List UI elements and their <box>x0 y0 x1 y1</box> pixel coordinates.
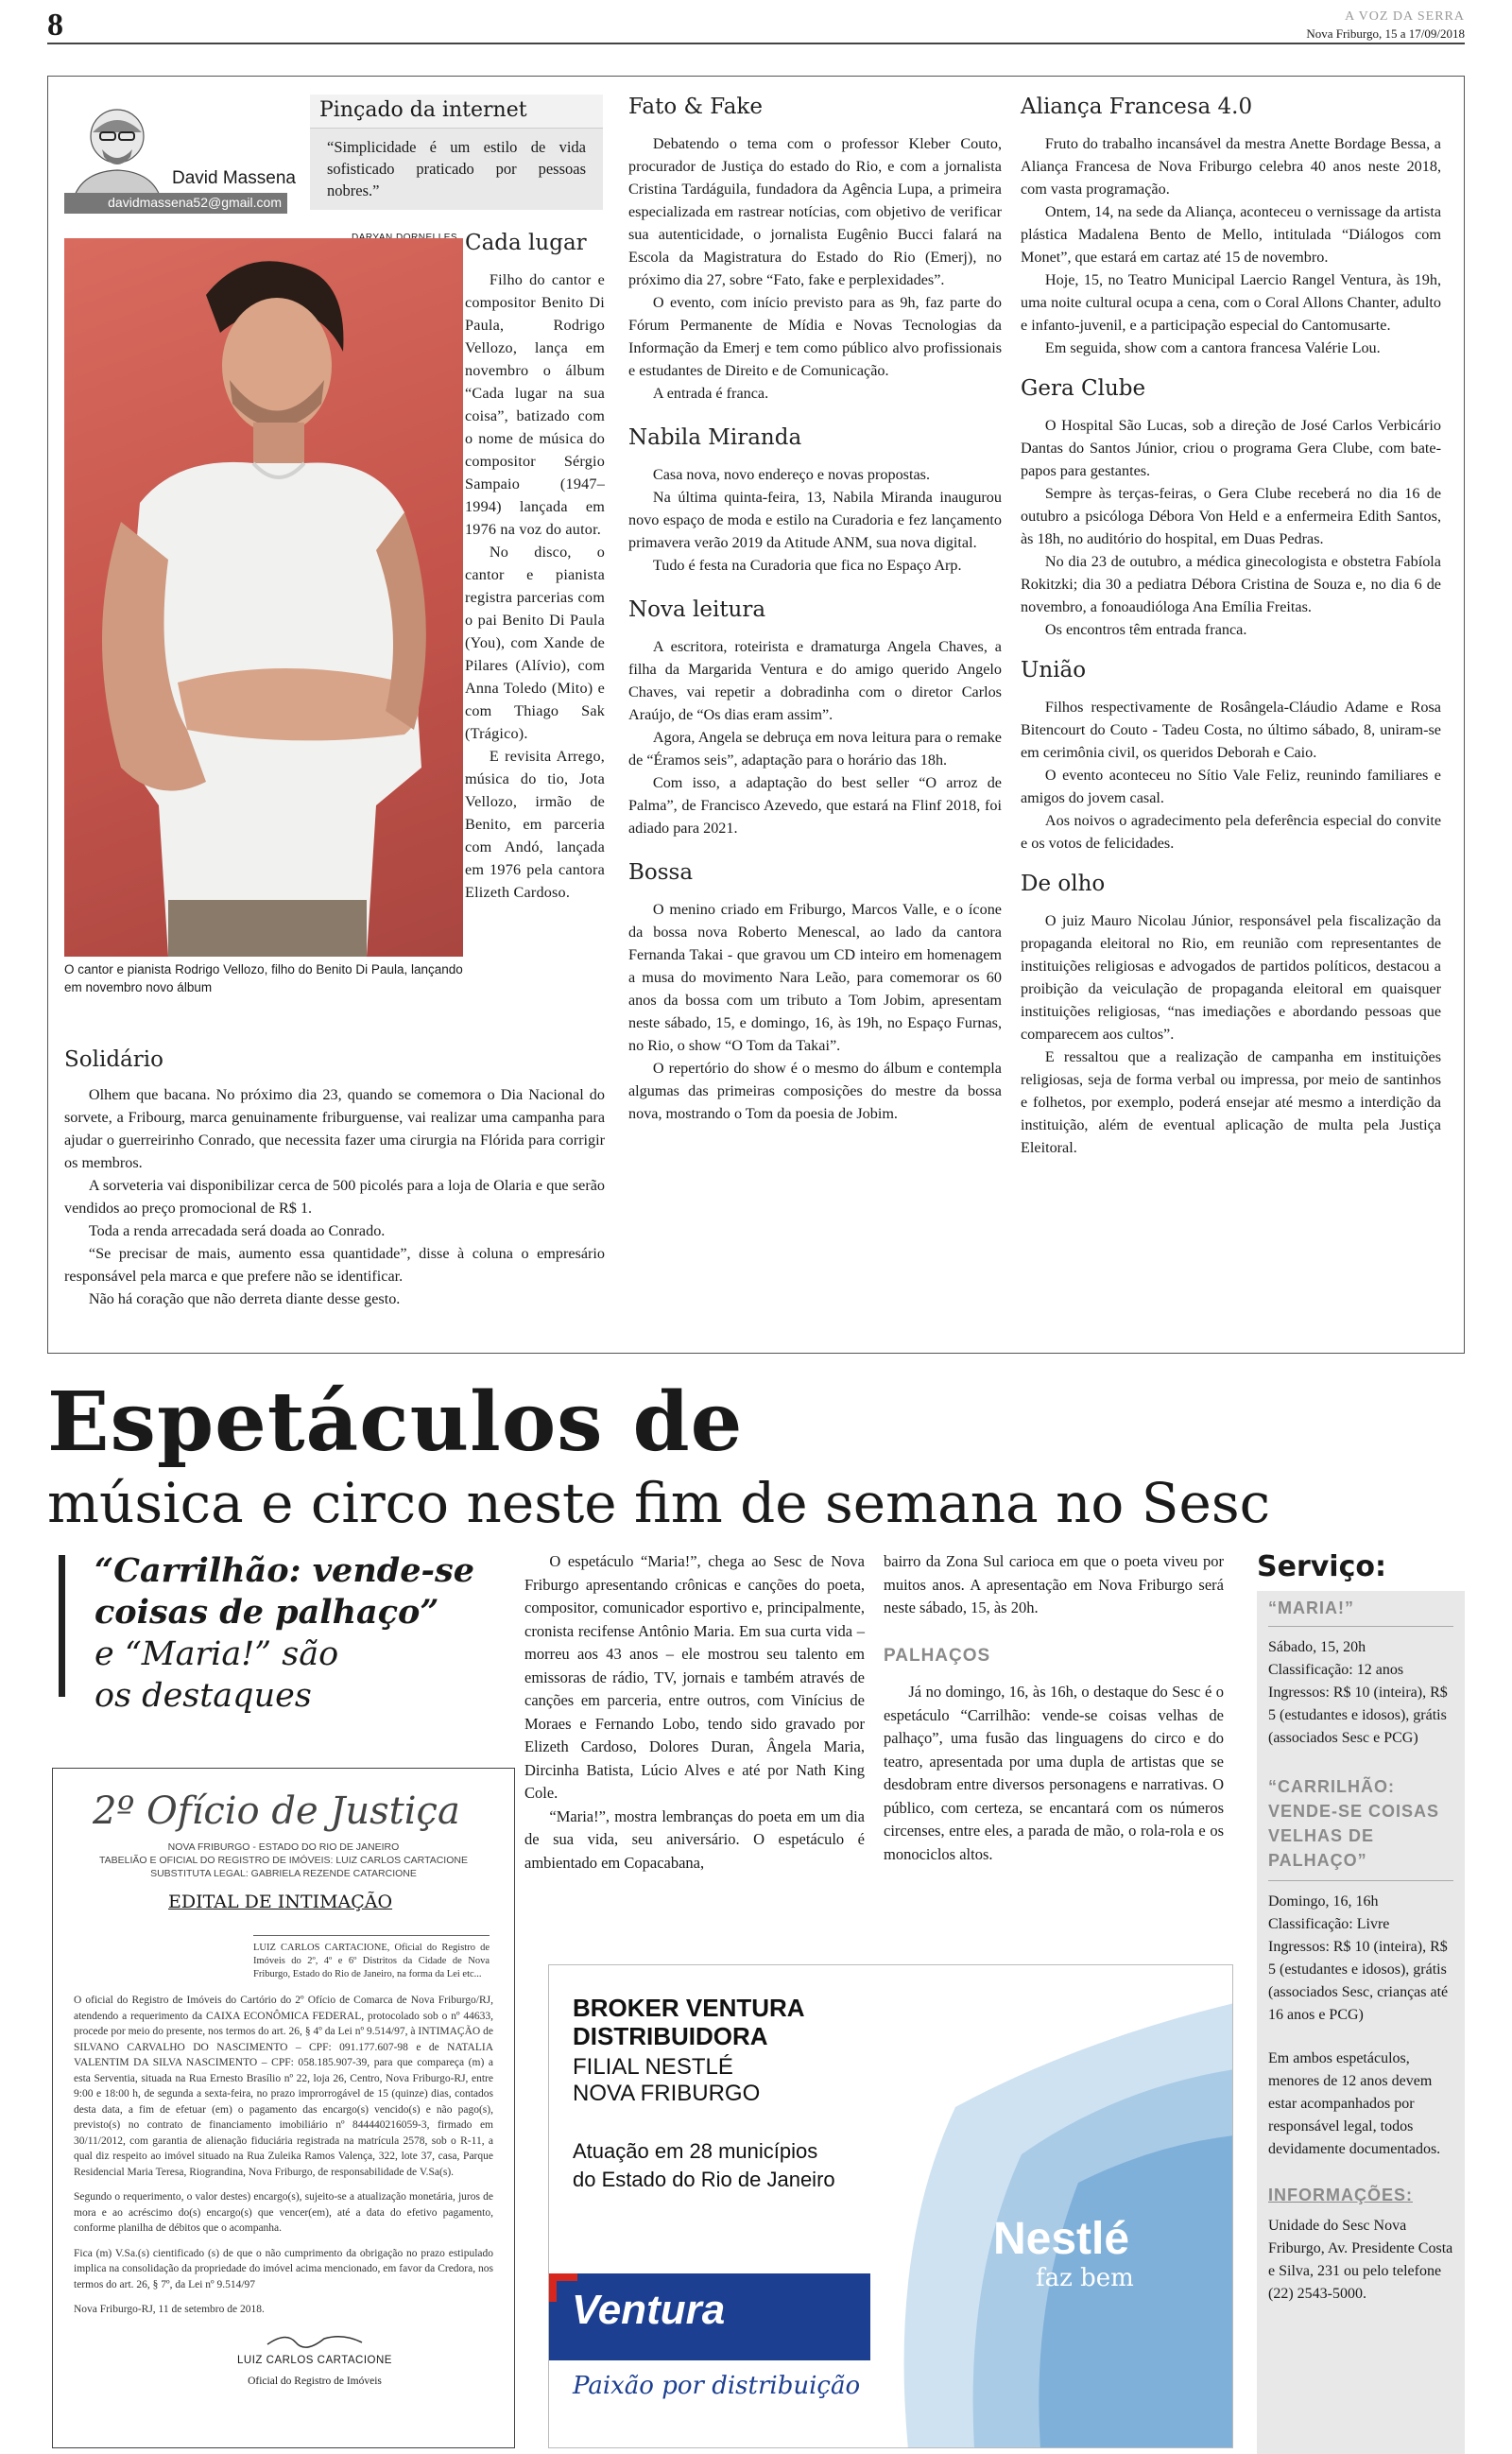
headline-line-2: música e circo neste fim de semana no Sesc <box>47 1471 1271 1535</box>
legal-notice <box>52 1768 515 2448</box>
section-paragraph: Casa nova, novo endereço e novas propostas. <box>652 466 930 483</box>
pullquote-line: “Carrilhão: vende-se <box>94 1551 475 1590</box>
section-paragraph: Sempre às terças-feiras, o Gera Clube receberá no dia 16 de outubro a psicóloga Débora Von Held e a enfermeira Edith Santos, às 18h, no auditório do hospital, em Duas Pedras. <box>1021 485 1441 547</box>
signature-role: Oficial do Registro de Imóveis <box>248 2375 382 2387</box>
oficio-date: Nova Friburgo-RJ, 11 de setembro de 2018. <box>74 2304 265 2315</box>
info-text: Unidade do Sesc Nova Friburgo, Av. Presidente Costa e Silva, 231 ou pelo telefone (22) 2543-5000. <box>1268 2218 1453 2302</box>
signature-name: LUIZ CARLOS CARTACIONE <box>237 2354 392 2366</box>
pincado-quote: “Simplicidade é um estilo de vida sofisticado praticado por pessoas nobres.” <box>327 138 586 199</box>
oficio-subheader <box>74 1840 493 1880</box>
spectacles-col1 <box>524 1550 865 1875</box>
solidario-paragraph: Olhem que bacana. No próximo dia 23, quando se comemora o Dia Nacional do sorvete, a Fribourg, marca genuinamente friburguense, vai realizar uma campanha para ajudar o guerreirinho Conrado, que necessita fazer uma cirurgia na Flórida para corrigir os membros. <box>64 1086 605 1171</box>
section-title: Nabila Miranda <box>628 425 802 450</box>
section-paragraph: O Hospital São Lucas, sob a direção de José Carlos Verbicário Dantas do Santos Júnior, criou o programa Gera Clube, com bate-papos para gestantes. <box>1021 417 1441 479</box>
section-paragraph: Na última quinta-feira, 13, Nabila Miranda inaugurou novo espaço de moda e estilo na Curadoria e fez lançamento primavera verão 2019 da Atitude ANM, sua nova digital. <box>628 489 1002 551</box>
article-paragraph: bairro da Zona Sul carioca em que o poeta viveu por muitos anos. A apresentação em Nova Friburgo será neste sábado, 15, às 20h. <box>884 1552 1224 1616</box>
cada-lugar-title: Cada lugar <box>465 231 587 255</box>
nestle-tagline: faz bem <box>1036 2264 1134 2292</box>
servico-box <box>1257 1550 1465 2454</box>
cada-lugar-paragraph: No disco, o cantor e pianista registra parcerias com o pai Benito Di Paula (You), com Xande de Pilares (Alívio), com Anna Toledo (Mito) e com Thiago Sak (Trágico). <box>465 544 605 742</box>
section-paragraph: Os encontros têm entrada franca. <box>1044 621 1247 638</box>
section-paragraph: A escritora, roteirista e dramaturga Angela Chaves, a filha da Margarida Ventura e do amigo querido Angelo Chaves, vai repetir a dobradinha com o diretor Carlos Araújo, de “Os dias eram assim”. <box>628 638 1002 723</box>
ad-line: do Estado do Rio de Janeiro <box>573 2168 835 2191</box>
page-number: 8 <box>47 8 63 43</box>
right-column <box>1021 91 1441 1159</box>
oficio-sub: TABELIÃO E OFICIAL DO REGISTRO DE IMÓVEIS: LUIZ CARLOS CARTACIONE <box>99 1855 468 1866</box>
middle-column <box>628 91 1002 1125</box>
pullquote-line: os destaques <box>94 1677 312 1715</box>
solidario-paragraph: Não há coração que não derreta diante desse gesto. <box>88 1290 401 1307</box>
section-paragraph: E ressaltou que a realização de campanha em instituições religiosas, seja de forma verbal ou impressa, por meio de santinhos e folhetos, por exemplo, poderá ensejar até mesmo a interdição da instituição, além de eventual aplicação de multa pela Justiça Eleitoral. <box>1021 1048 1441 1156</box>
article-paragraph: O espetáculo “Maria!”, chega ao Sesc de Nova Friburgo apresentando crônicas e canções do poeta, compositor, comunicador esportivo e, principalmente, cronista recifense Antônio Maria. Em sua curta vida – morreu aos 43 anos – ele mostrou seu talento em emissoras de rádio, TV, jornais e também através de canções em parceria, entre outros, com Vinícius de Moraes e Fernando Lobo, tendo sido gravado por Elizeth Cardoso, Dolores Duran, Ângela Maria, Dircinha Batista, Lúcio Alves e até por Nath King Cole. <box>524 1552 865 1802</box>
info-title: INFORMAÇÕES: <box>1268 2186 1413 2204</box>
de-olho-section <box>1021 872 1441 1159</box>
ad-line: FILIAL NESTLÉ <box>573 2054 733 2080</box>
fato-fake-section <box>628 95 1002 405</box>
section-title: Bossa <box>628 860 694 885</box>
cada-lugar-paragraph: E revisita Arrego, música do tio, Jota Vellozo, irmão de Benito, em parceria com Andó, lançada em 1976 pela cantora Elizeth Cardoso. <box>465 748 605 901</box>
maria-info: Sábado, 15, 20h Classificação: 12 anos Ingressos: R$ 10 (inteira), R$ 5 (estudantes e idosos), grátis (associados Sesc e PCG) <box>1268 1639 1448 1746</box>
palhacos-subtitle: PALHAÇOS <box>884 1645 991 1666</box>
uniao-section <box>1021 658 1441 855</box>
section-title: Gera Clube <box>1021 376 1146 401</box>
section-paragraph: O repertório do show é o mesmo do álbum e contempla algumas das primeiras composições do mestre da bossa nova, mostrando o Tom da poesia de Jobim. <box>628 1060 1002 1122</box>
solidario-title: Solidário <box>64 1047 163 1072</box>
nova-leitura-section <box>628 597 1002 839</box>
servico-note: Em ambos espetáculos, menores de 12 anos devem estar acompanhados por responsável legal, todos devidamente documentados. <box>1268 2050 1441 2157</box>
headline-line-1: Espetáculos de <box>47 1374 744 1470</box>
header-rule <box>47 43 1465 44</box>
solidario-paragraph: Toda a renda arrecadada será doada ao Conrado. <box>88 1222 386 1239</box>
columnist-name: David Massena <box>172 168 296 188</box>
bossa-section <box>628 860 1002 1125</box>
oficio-signature <box>206 2329 423 2387</box>
carrilhao-title: “CARRILHÃO: VENDE-SE COISAS VELHAS DE PALHAÇO” <box>1268 1777 1440 1870</box>
rodrigo-vellozo-photo <box>64 238 463 957</box>
section-title: Nova leitura <box>628 597 766 622</box>
section-title: De olho <box>1021 872 1106 896</box>
solidario-paragraph: A sorveteria vai disponibilizar cerca de 500 picolés para a loja de Olaria e que serão vendidos ao preço promocional de R$ 1. <box>64 1177 605 1217</box>
pullquote-bar <box>59 1555 65 1697</box>
ad-line: DISTRIBUIDORA <box>573 2022 768 2050</box>
gera-clube-section <box>1021 376 1441 641</box>
section-paragraph: No dia 23 de outubro, a médica ginecologista e obstetra Fabíola Rokitzki; dia 30 a pediatra Débora Cristina de Souza e, no dia 6 de novembro, a fonoaudióloga Ana Emília Freitas. <box>1021 553 1441 615</box>
oficio-sub: SUBSTITUTA LEGAL: GABRIELA REZENDE CATARCIONE <box>150 1868 417 1879</box>
section-paragraph: Tudo é festa na Curadoria que fica no Espaço Arp. <box>652 557 962 574</box>
pincado-title: Pinçado da internet <box>310 95 603 129</box>
section-title: Fato & Fake <box>628 95 763 119</box>
section-paragraph: Filhos respectivamente de Rosângela-Cláudio Adame e Rosa Bitencourt do Couto - Tadeu Costa, no último sábado, 8, uniram-se em cerimônia civil, os queridos Deborah e Caio. <box>1021 699 1441 761</box>
ventura-logo: Ventura <box>572 2287 726 2333</box>
newspaper-name: A VOZ DA SERRA <box>1345 9 1465 24</box>
nestle-logo: Nestlé <box>993 2214 1130 2264</box>
ventura-logo-accent-icon <box>549 2273 577 2302</box>
oficio-body: O oficial do Registro de Imóveis do Cartório do 2º Ofício de Comarca de Nova Friburgo/RJ, atendendo a requerimento da CAIXA ECONÔMICA FEDERAL, protocolado sob o nº 44633, procede por meio do presente, nos termos do art. 26, § 4º da Lei nº 9.514/97, à INTIMAÇÃO de SILVANO CARVALHO DO NASCIMENTO – CPF: 091.177.607-98 e de NATALIA VALENTIM DA SILVA NASCIMENTO – CPF: 058.185.907-39, para que compareça (m) a esta Serventia, situada na Rua Ernesto Brasílio nº 22, loja 26, Centro, Nova Friburgo-RJ, entre 9:00 e 18:00 h, de segunda a sexta-feira, no prazo improrrogável de 15 (quinze) dias, contados desta data, a fim de efetuar (em) o pagamento das encargo(s) vencido(s) e não pago(s), previsto(s) no contrato de financiamento imobiliário nº 844440216059-3, firmado em 30/11/2012, com garantia de alienação fiduciária registrada na matrícula 2578, sob o R-11, a qual diz respeito ao imóvel situado na Rua Zuleika Ramos Valença, 322, lote 37, casa, Parque Residencial Maria Teresa, Riograndina, Nova Friburgo, de responsabilidade de V.Sa(s). <box>74 1995 493 2178</box>
solidario-section <box>64 1047 605 1310</box>
maria-title: “MARIA!” <box>1268 1599 1354 1617</box>
article-paragraph: “Maria!”, mostra lembranças do poeta em um dia de sua vida, seu aniversário. O espetáculo é ambientado em Copacabana, <box>524 1806 865 1872</box>
article-paragraph: Já no domingo, 16, às 16h, o destaque do Sesc é o espetáculo “Carrilhão: vende-se coisas velhas de palhaço”, uma fusão das linguagens do circo e do teatro, apresentada por uma dupla de artistas que se desdobram entre diversos personagens e narrativas. O público, com certeza, se encantará com os números circenses, entre eles, a parada de mão, o rola-rola e os monociclos altos. <box>884 1683 1224 1863</box>
section-paragraph: O evento, com início previsto para as 9h, faz parte do Fórum Permanente de Mídia e Novas Tecnologias da Informação da Emerj e tem como público alvo profissionais e estudantes de Direito e de Comunicação. <box>628 294 1002 379</box>
pincado-box <box>310 95 603 210</box>
ventura-slogan: Paixão por distribuição <box>573 2372 861 2400</box>
section-paragraph: O menino criado em Friburgo, Marcos Valle, e o ícone da bossa nova Roberto Menescal, ao lado da cantora Fernanda Takai - que gravou um CD inteiro em homenagem a musa do movimento Nara Leão, para comemorar os 60 anos da bossa com um tributo a Tom Jobim, apresentam neste sábado, 15, e domingo, 16, às 19h, no Espaço Furnas, no Rio, o show “O Tom da Takai”. <box>628 901 1002 1054</box>
section-paragraph: Hoje, 15, no Teatro Municipal Laercio Rangel Ventura, às 19h, uma noite cultural ocupa a cena, com o Coral Allons Chanter, adulto e infanto-juvenil, e a participação especial do Cantomusarte. <box>1021 271 1441 334</box>
section-paragraph: Com isso, a adaptação do best seller “O arroz de Palma”, de Francisco Azevedo, que estará na Flinf 2018, foi adiado para 2021. <box>628 774 1002 837</box>
solidario-paragraph: “Se precisar de mais, aumento essa quantidade”, disse à coluna o empresário responsável pela marca e que prefere não se identificar. <box>64 1245 605 1285</box>
photo-caption: O cantor e pianista Rodrigo Vellozo, filho do Benito Di Paula, lançando em novembro novo álbum <box>64 962 463 994</box>
cada-lugar-section <box>465 225 605 904</box>
section-paragraph: Debatendo o tema com o professor Kleber Couto, procurador de Justiça do estado do Rio, e com a jornalista Cristina Tardáguila, fundadora da Agência Lupa, a primeira especializada em rastrear notícias, com objetivo de verificar sua autenticidade, o jornalista Eugênio Bucci falará na Escola da Magistratura do Estado do Rio (Emerj), no próximo dia 27, sobre “Fato, fake e perplexidades”. <box>628 135 1002 288</box>
pullquote-line: e “Maria!” são <box>94 1635 339 1673</box>
section-paragraph: Agora, Angela se debruça em nova leitura para o remake de “Éramos seis”, adaptação para o horário das 18h. <box>628 729 1002 769</box>
section-paragraph: Em seguida, show com a cantora francesa Valérie Lou. <box>1044 339 1381 356</box>
nabila-miranda-section <box>628 425 1002 577</box>
spectacles-headline <box>47 1375 1465 1536</box>
cada-lugar-paragraph: Filho do cantor e compositor Benito Di Paula, Rodrigo Vellozo, lança em novembro o álbum “Cada lugar na sua coisa”, batizado com o nome de música do compositor Sérgio Sampaio (1947–1994) lançada em 1976 na voz do autor. <box>465 271 605 538</box>
oficio-body: Segundo o requerimento, o valor destes) encargo(s), sujeito-se a atualização monetária, juros de mora e ao acréscimo do(s) encargo(s) que vencer(em), até a data do efetivo pagamento, conforme planilha de débitos que o acompanha. <box>74 2191 493 2234</box>
section-paragraph: A entrada é franca. <box>652 385 769 402</box>
columnist-email[interactable]: davidmassena52@gmail.com <box>64 193 287 214</box>
oficio-body: Fica (m) V.Sa.(s) cientificado (s) de que o não cumprimento da obrigação no prazo estipulado implica na consolidação da propriedade do imóvel acima mencionado, em favor da Credora, nos termos do art. 26, § 7º, da Lei nº 9.514/97 <box>74 2247 493 2290</box>
section-title: Aliança Francesa 4.0 <box>1021 95 1253 119</box>
issue-date: Nova Friburgo, 15 a 17/09/2018 <box>1306 26 1465 41</box>
section-paragraph: Aos noivos o agradecimento pela deferência especial do convite e os votos de felicidades. <box>1021 812 1441 852</box>
carrilhao-info: Domingo, 16, 16h Classificação: Livre Ingressos: R$ 10 (inteira), R$ 5 (estudantes e idosos), grátis (associados Sesc, crianças até 16 anos e PCG) <box>1268 1893 1449 2023</box>
alianca-francesa-section <box>1021 95 1441 359</box>
oficio-title: 2º Ofício de Justiça <box>93 1789 460 1833</box>
pullquote-line: coisas de palhaço” <box>94 1593 439 1632</box>
columnist-avatar <box>64 95 170 206</box>
section-paragraph: Fruto do trabalho incansável da mestra Anette Bordage Bessa, a Aliança Francesa de Nova Friburgo celebra 40 anos neste 2018, com vasta programação. <box>1021 135 1441 198</box>
servico-title: Serviço: <box>1257 1550 1386 1583</box>
ad-line: Atuação em 28 municípios <box>573 2139 818 2163</box>
spectacles-col2 <box>884 1550 1224 1866</box>
section-paragraph: Ontem, 14, na sede da Aliança, aconteceu o vernissage da artista plástica Madalena Bento de Mello, intitulada “Diálogos com Monet”, que estará em cartaz até 15 de novembro. <box>1021 203 1441 266</box>
ventura-logo-box <box>549 2273 870 2360</box>
section-paragraph: O evento aconteceu no Sítio Vale Feliz, reunindo familiares e amigos do jovem casal. <box>1021 767 1441 806</box>
section-title: União <box>1021 658 1087 683</box>
oficio-sub: NOVA FRIBURGO - ESTADO DO RIO DE JANEIRO <box>167 1841 400 1853</box>
section-paragraph: O juiz Mauro Nicolau Júnior, responsável pela fiscalização da propaganda eleitoral no Rio, em reunião com representantes de instituições religiosas e advogados de partidos políticos, destacou a proibição da veiculação de propaganda eleitoral em quaisquer instituições religiosas, “nas imediações e abordando pessoas que comparecem aos cultos”. <box>1021 912 1441 1043</box>
signature-icon <box>258 2329 371 2350</box>
ad-line: NOVA FRIBURGO <box>573 2081 761 2106</box>
pullquote <box>94 1550 491 1717</box>
oficio-header-right: LUIZ CARLOS CARTACIONE, Oficial do Registro de Imóveis do 2º, 4º e 6º Distritos da Cidade de Nova Friburgo, Estado do Rio de Janeiro, na forma da Lei etc... <box>253 1935 490 1981</box>
ventura-ad[interactable] <box>548 1964 1233 2448</box>
ad-line: BROKER VENTURA <box>573 1994 805 2022</box>
edital-title: EDITAL DE INTIMAÇÃO <box>168 1892 393 1912</box>
